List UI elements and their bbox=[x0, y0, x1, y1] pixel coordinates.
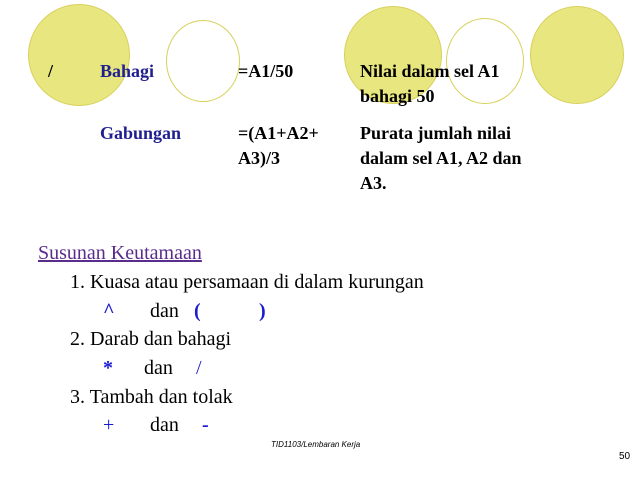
precedence-item-1: 1. Kuasa atau persamaan di dalam kurungan bbox=[70, 271, 424, 293]
row2-label: Gabungan bbox=[100, 123, 182, 143]
operator-symbol: / bbox=[48, 61, 54, 81]
operator-slash: / bbox=[196, 357, 202, 379]
row2-desc-line1: Purata jumlah nilai bbox=[360, 123, 512, 143]
row1-label: Bahagi bbox=[100, 61, 155, 81]
footer-text: TID1103/Lembaran Kerja bbox=[271, 440, 361, 449]
decor-circle-1 bbox=[28, 4, 130, 106]
operator-plus: + bbox=[103, 414, 115, 436]
operator-asterisk: * bbox=[103, 357, 113, 379]
precedence-item-3: 3. Tambah dan tolak bbox=[70, 386, 233, 408]
operator-close-paren: ) bbox=[259, 300, 266, 322]
decor-circle-2 bbox=[166, 20, 240, 102]
section-heading: Susunan Keutamaan bbox=[38, 242, 202, 264]
page-number: 50 bbox=[619, 451, 631, 462]
row2-desc-line3: A3. bbox=[360, 173, 387, 193]
operator-open-paren: ( bbox=[194, 300, 201, 322]
operator-caret: ^ bbox=[103, 300, 115, 322]
row2-desc-line2: dalam sel A1, A2 dan bbox=[360, 148, 522, 168]
row2-formula-line1: =(A1+A2+ bbox=[238, 123, 319, 143]
row2-formula-line2: A3)/3 bbox=[238, 148, 280, 168]
operator-minus: - bbox=[202, 414, 209, 436]
dan-text: dan bbox=[150, 414, 179, 436]
dan-text: dan bbox=[144, 357, 173, 379]
precedence-item-2: 2. Darab dan bahagi bbox=[70, 328, 232, 350]
decor-circle-5 bbox=[530, 6, 624, 104]
row1-formula: =A1/50 bbox=[238, 61, 294, 81]
row1-desc-line2: bahagi 50 bbox=[360, 86, 435, 106]
dan-text: dan bbox=[150, 300, 179, 322]
row1-desc-line1: Nilai dalam sel A1 bbox=[360, 61, 500, 81]
